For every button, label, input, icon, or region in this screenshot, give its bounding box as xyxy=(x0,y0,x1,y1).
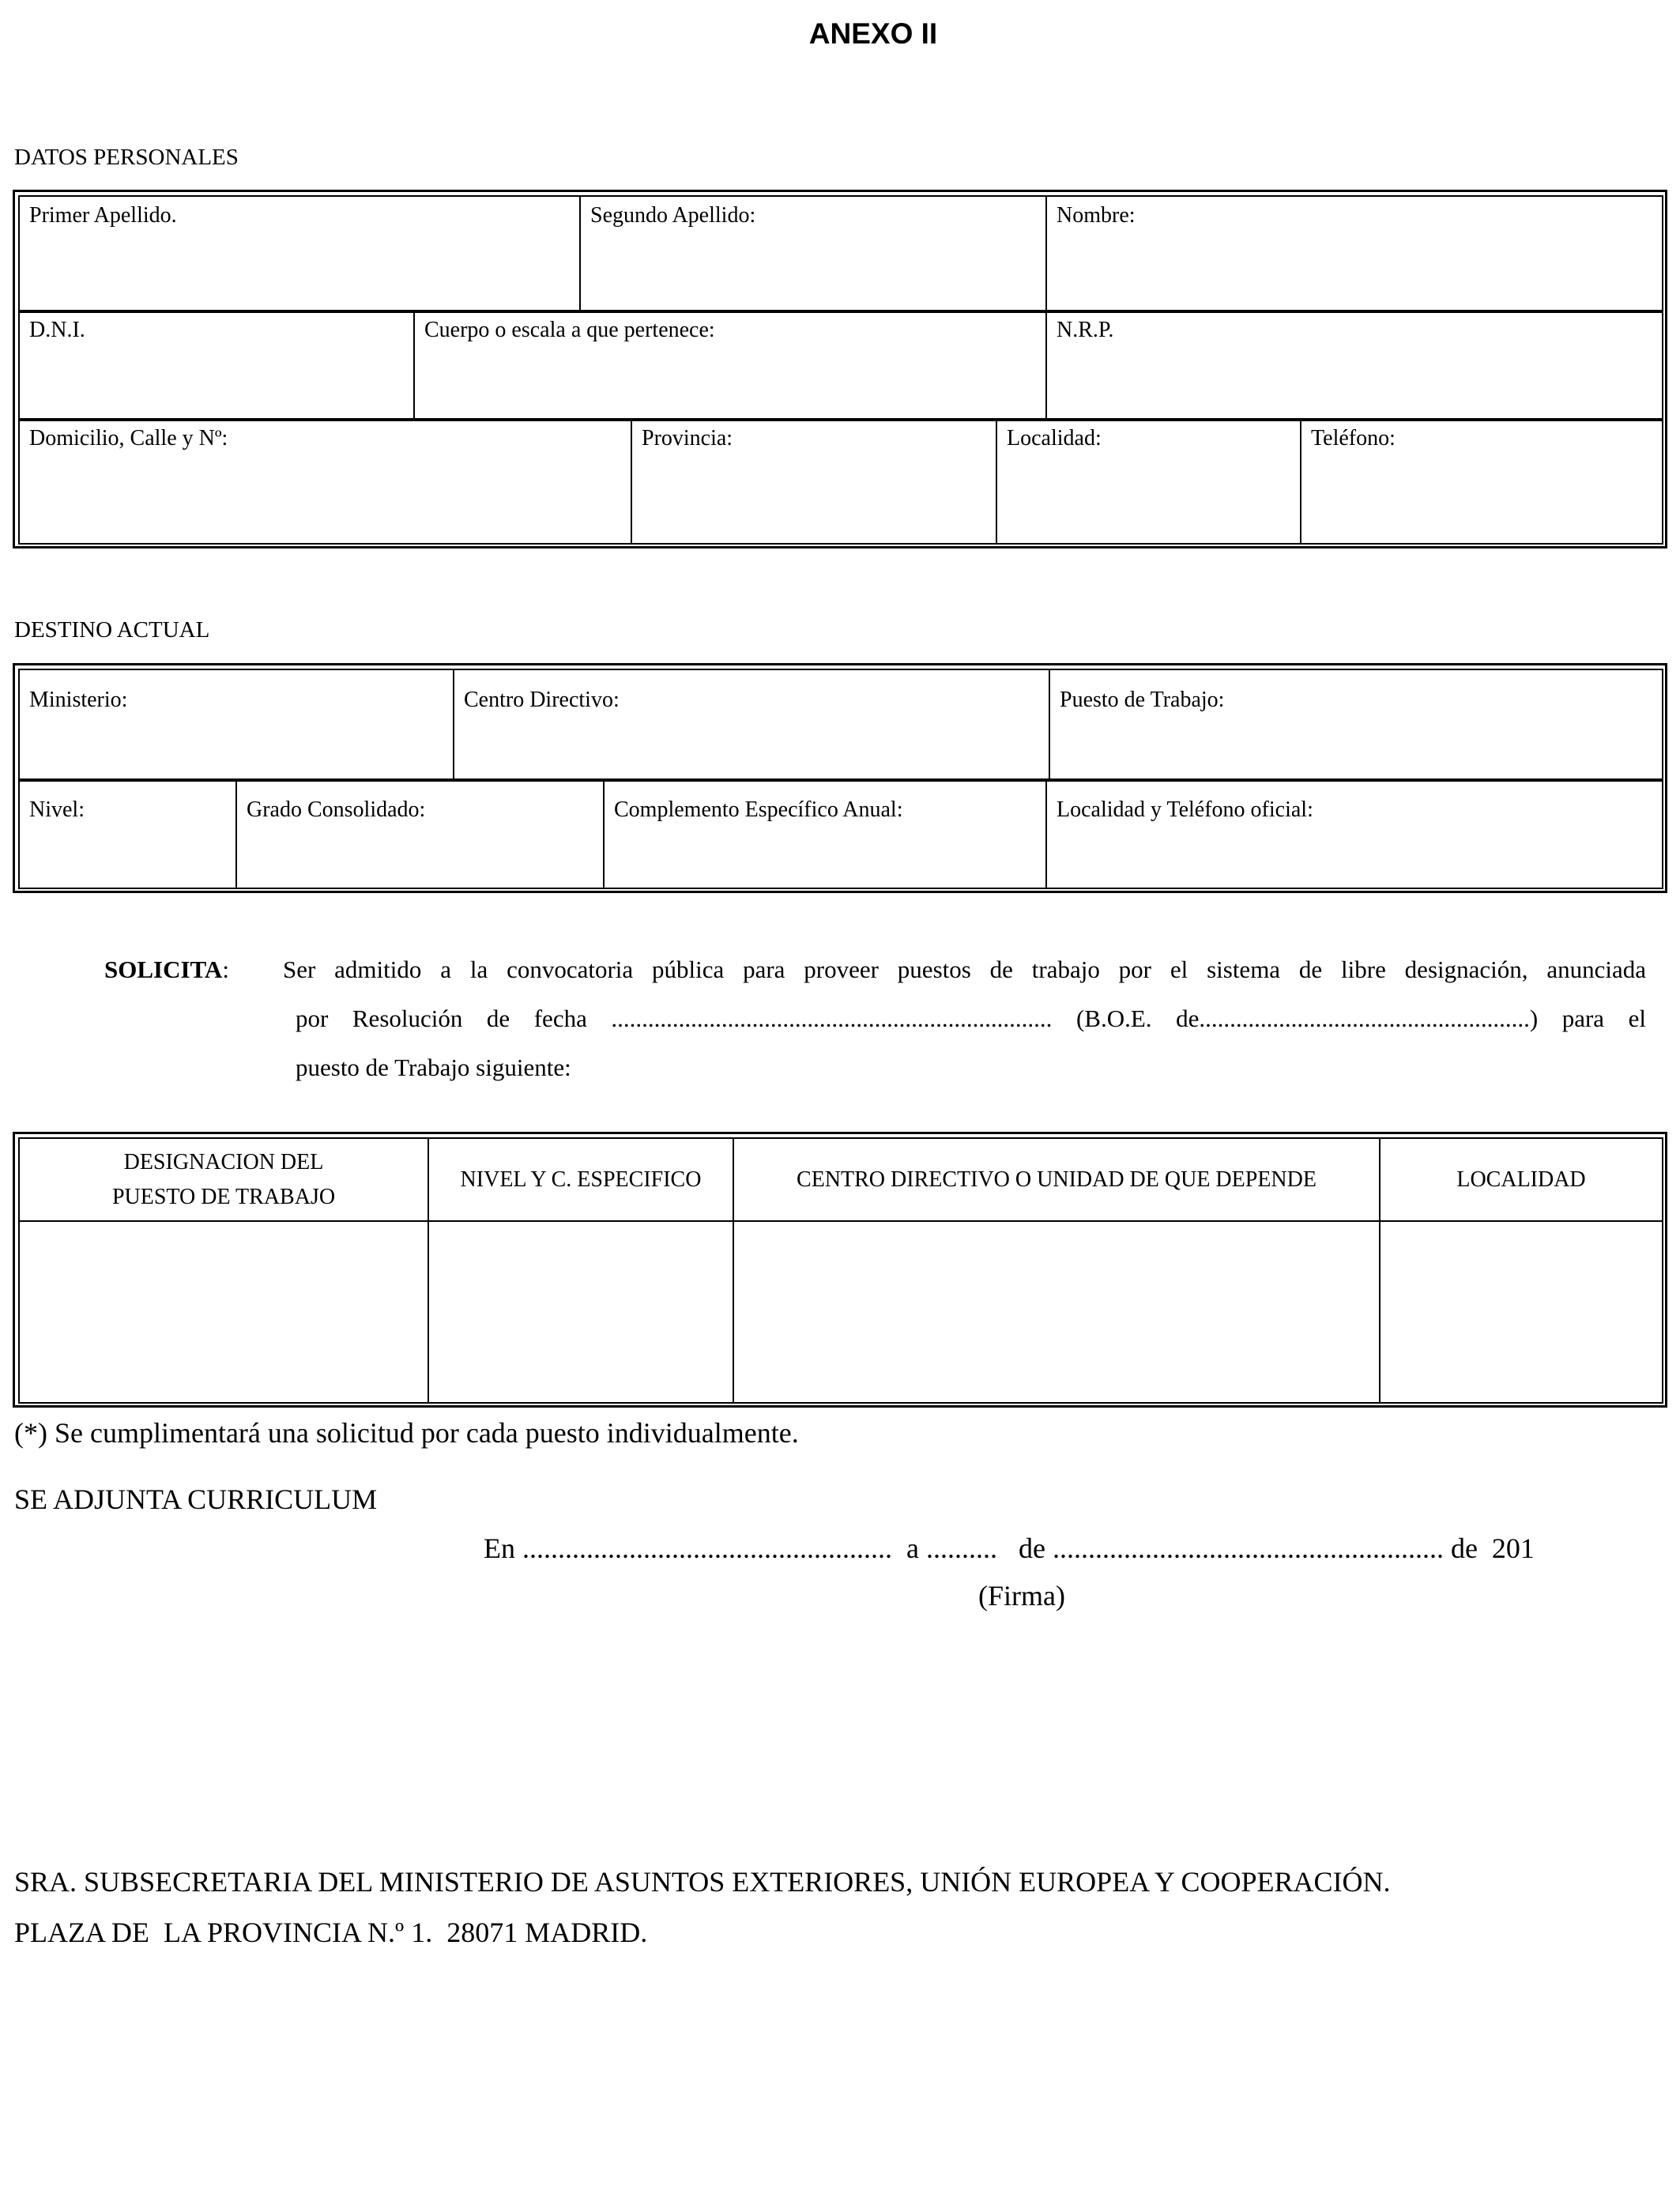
solicita-label: SOLICITA: xyxy=(104,956,229,983)
cell-nivel-c-especifico[interactable] xyxy=(428,1221,733,1403)
field-grado-consolidado[interactable]: Grado Consolidado: xyxy=(236,779,604,888)
field-segundo-apellido[interactable]: Segundo Apellido: xyxy=(580,196,1046,312)
datos-personales-table-row3 xyxy=(18,418,1663,545)
field-domicilio[interactable]: Domicilio, Calle y Nº: xyxy=(19,419,631,544)
field-provincia[interactable]: Provincia: xyxy=(631,419,996,544)
destino-actual-table-row2 xyxy=(18,778,1663,889)
section-heading-destino-actual: DESTINO ACTUAL xyxy=(14,617,210,643)
field-complemento-especifico[interactable]: Complemento Específico Anual: xyxy=(604,779,1046,888)
datos-personales-table xyxy=(18,195,1663,313)
section-heading-datos-personales: DATOS PERSONALES xyxy=(14,145,239,170)
firma-label: (Firma) xyxy=(978,1580,1065,1612)
header-centro-directivo: CENTRO DIRECTIVO O UNIDAD DE QUE DEPENDE xyxy=(733,1138,1380,1221)
adjunta-curriculum: SE ADJUNTA CURRICULUM xyxy=(14,1483,378,1515)
destino-actual-table xyxy=(18,669,1663,782)
destinatario-line-1: SRA. SUBSECRETARIA DEL MINISTERIO DE ASUNTOS EXTERIORES, UNIÓN EUROPEA Y COOPERACIÓN. xyxy=(14,1866,1391,1898)
note-text: (*) Se cumplimentará una solicitud por cada puesto individualmente. xyxy=(14,1417,799,1449)
solicita-line-1: Ser admitido a la convocatoria pública para proveer puestos de trabajo por el sistema de libre designación, anunciada xyxy=(283,956,1646,983)
fecha-line[interactable]: En .................................................... a .......... de ....................................................... de 201 xyxy=(484,1532,1535,1564)
field-centro-directivo[interactable]: Centro Directivo: xyxy=(454,669,1049,781)
puesto-table xyxy=(18,1137,1663,1404)
datos-personales-table-row2 xyxy=(18,310,1663,421)
cell-localidad[interactable] xyxy=(1380,1221,1663,1403)
field-dni[interactable]: D.N.I. xyxy=(19,311,414,420)
cell-centro-directivo[interactable] xyxy=(733,1221,1380,1403)
field-localidad[interactable]: Localidad: xyxy=(996,419,1301,544)
field-localidad-telefono-oficial[interactable]: Localidad y Teléfono oficial: xyxy=(1046,779,1663,888)
destinatario-line-2: PLAZA DE LA PROVINCIA N.º 1. 28071 MADRID. xyxy=(14,1917,648,1948)
field-cuerpo-escala[interactable]: Cuerpo o escala a que pertenece: xyxy=(414,311,1046,420)
field-nivel[interactable]: Nivel: xyxy=(19,779,236,888)
solicita-line-2: por Resolución de fecha ........................................................................ (B.O.E. de......................................................) para el xyxy=(296,1005,1646,1032)
cell-designacion[interactable] xyxy=(19,1221,428,1403)
document-title: ANEXO II xyxy=(808,17,938,50)
header-designacion: DESIGNACION DEL PUESTO DE TRABAJO xyxy=(19,1138,428,1221)
solicita-line-3: puesto de Trabajo siguiente: xyxy=(296,1054,571,1081)
field-nrp[interactable]: N.R.P. xyxy=(1046,311,1663,420)
field-puesto-trabajo[interactable]: Puesto de Trabajo: xyxy=(1049,669,1663,781)
field-ministerio[interactable]: Ministerio: xyxy=(19,669,454,781)
header-localidad: LOCALIDAD xyxy=(1380,1138,1663,1221)
header-nivel-c-especifico: NIVEL Y C. ESPECIFICO xyxy=(428,1138,733,1221)
field-nombre[interactable]: Nombre: xyxy=(1046,196,1663,312)
field-primer-apellido[interactable]: Primer Apellido. xyxy=(19,196,580,312)
field-telefono[interactable]: Teléfono: xyxy=(1301,419,1663,544)
